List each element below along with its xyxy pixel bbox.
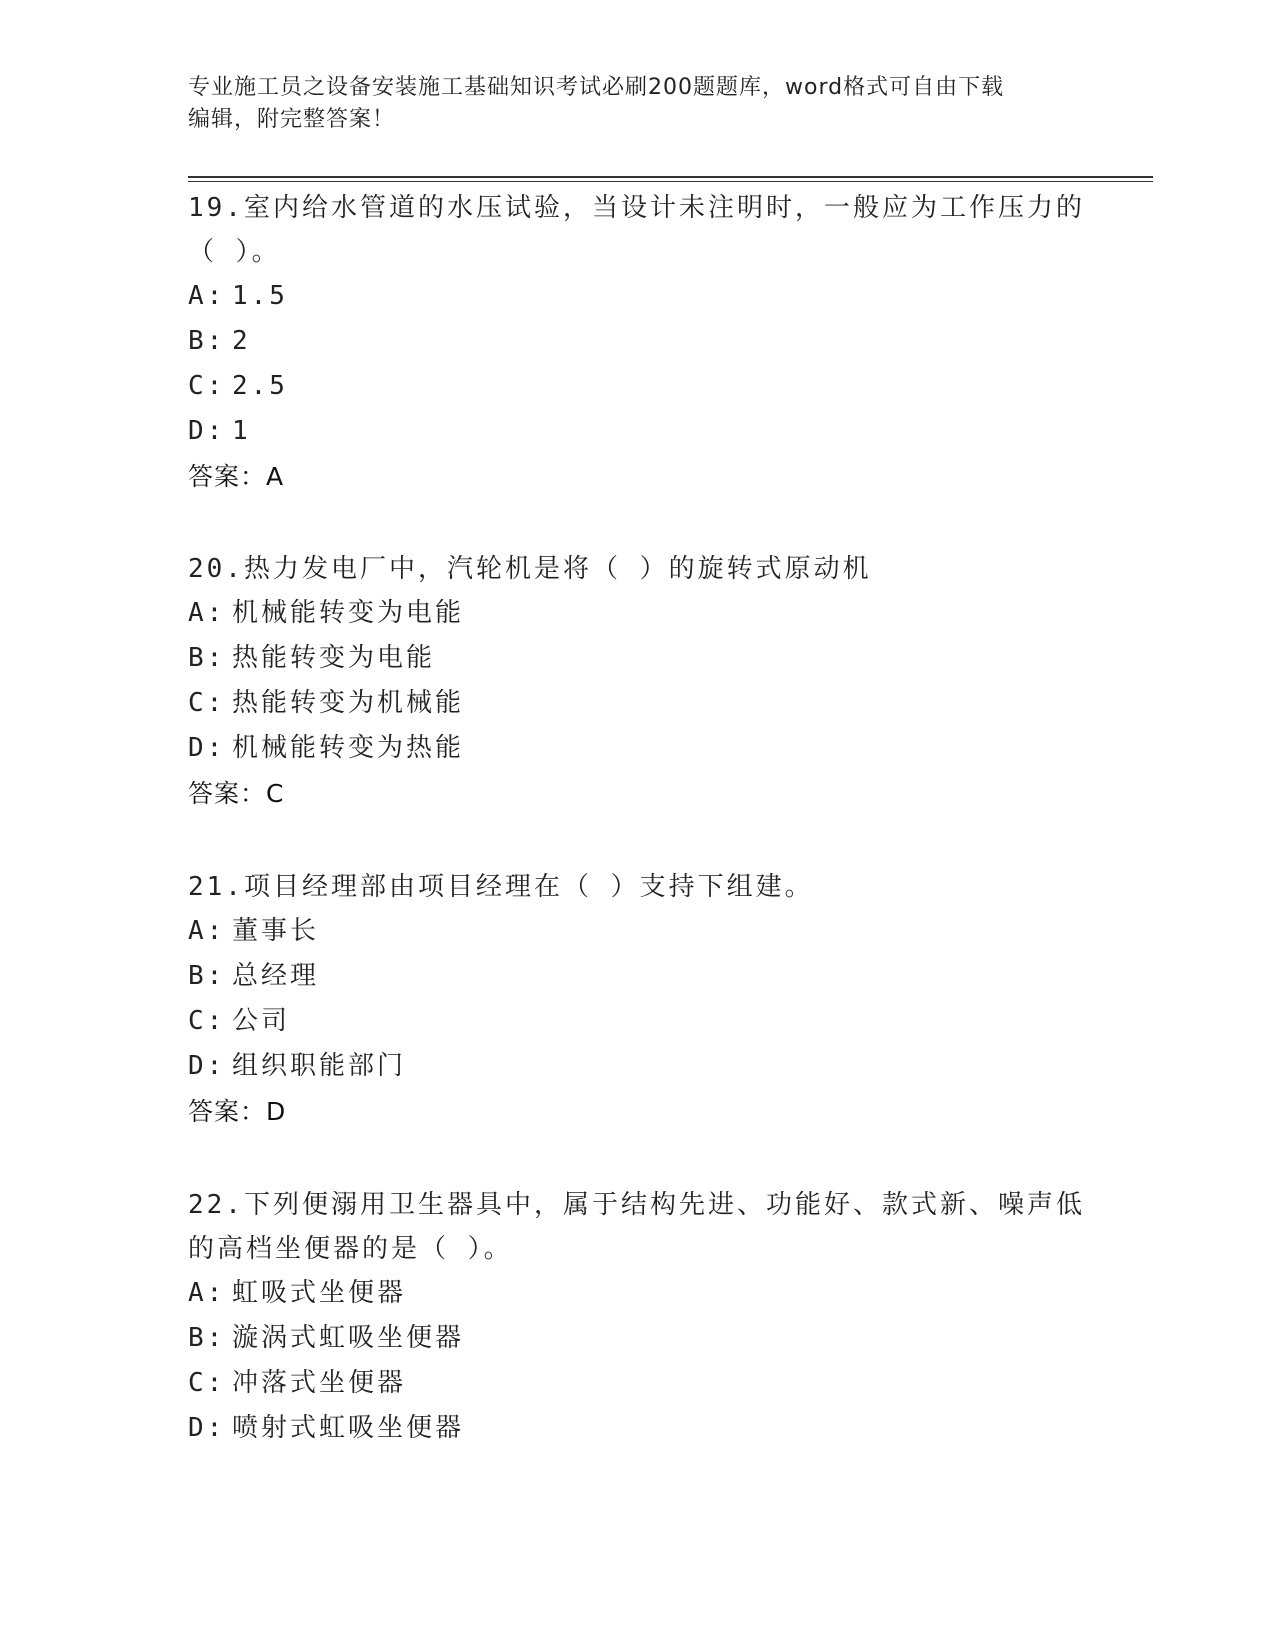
header-title-line-1: 专业施工员之设备安装施工基础知识考试必刷200题题库，word格式可自由下载 [188,75,1005,100]
header-divider-thick [188,176,1153,178]
option-text: 冲落式坐便器 [232,1368,407,1398]
option-b [188,954,1088,999]
answer-line: 答案：C [188,779,285,808]
question-number: 19. [188,193,244,223]
option-c [188,681,1088,726]
option-text: 热能转变为电能 [232,643,436,673]
option-a [188,591,1088,636]
question-text [188,186,1088,274]
question-text [188,1183,1088,1271]
question-text [188,547,1088,591]
option-d [188,409,1088,454]
question-stem-line-1: 项目经理部由项目经理在（ ）支持下组建。 [243,872,814,902]
option-text: 组织职能部门 [232,1051,407,1081]
document-header [188,72,1068,136]
option-key: C: [188,1006,226,1036]
option-key: A: [188,598,226,628]
option-text: 喷射式虹吸坐便器 [232,1413,465,1443]
header-title-line-2: 编辑，附完整答案！ [188,107,396,132]
option-a [188,1271,1088,1316]
answer-line: 答案：A [188,462,285,491]
option-d [188,1406,1088,1451]
option-key: B: [188,961,226,991]
question-stem-line-1: 热力发电厂中，汽轮机是将（ ）的旋转式原动机 [243,554,872,584]
question-number: 22. [188,1190,244,1220]
option-key: B: [188,643,226,673]
header-divider-thin [188,181,1153,182]
option-b [188,1316,1088,1361]
option-text: 虹吸式坐便器 [232,1278,407,1308]
option-key: D: [188,733,226,763]
option-key: A: [188,916,226,946]
question-stem-line-2: （ ）。 [188,237,281,267]
question-number: 20. [188,554,244,584]
option-key: A: [188,1278,226,1308]
option-text: 2.5 [232,371,288,401]
question-20 [188,547,1088,816]
question-stem-line-2: 的高档坐便器的是（ ）。 [188,1234,513,1264]
question-19 [188,186,1088,499]
question-text [188,865,1088,909]
option-c [188,999,1088,1044]
question-22 [188,1183,1088,1451]
option-key: D: [188,1413,226,1443]
option-key: D: [188,1051,226,1081]
question-stem-line-1: 室内给水管道的水压试验，当设计未注明时，一般应为工作压力的 [243,193,1085,223]
option-text: 热能转变为机械能 [232,688,465,718]
answer-line: 答案：D [188,1097,287,1126]
option-key: B: [188,326,226,356]
option-a [188,909,1088,954]
option-text: 漩涡式虹吸坐便器 [232,1323,465,1353]
option-d [188,726,1088,771]
option-key: C: [188,688,226,718]
option-b [188,319,1088,364]
option-d [188,1044,1088,1089]
option-key: B: [188,1323,226,1353]
option-key: C: [188,1368,226,1398]
option-text: 董事长 [232,916,320,946]
option-text: 总经理 [232,961,320,991]
option-b [188,636,1088,681]
option-text: 机械能转变为电能 [232,598,465,628]
option-key: D: [188,416,226,446]
option-text: 1 [232,416,251,446]
question-number: 21. [188,872,244,902]
option-text: 2 [232,326,251,356]
option-text: 机械能转变为热能 [232,733,465,763]
option-key: A: [188,281,226,311]
question-21 [188,865,1088,1134]
question-stem-line-1: 下列便溺用卫生器具中，属于结构先进、功能好、款式新、噪声低 [243,1190,1085,1220]
option-c [188,1361,1088,1406]
option-text: 1.5 [232,281,288,311]
option-text: 公司 [232,1006,291,1036]
option-a [188,274,1088,319]
option-key: C: [188,371,226,401]
option-c [188,364,1088,409]
